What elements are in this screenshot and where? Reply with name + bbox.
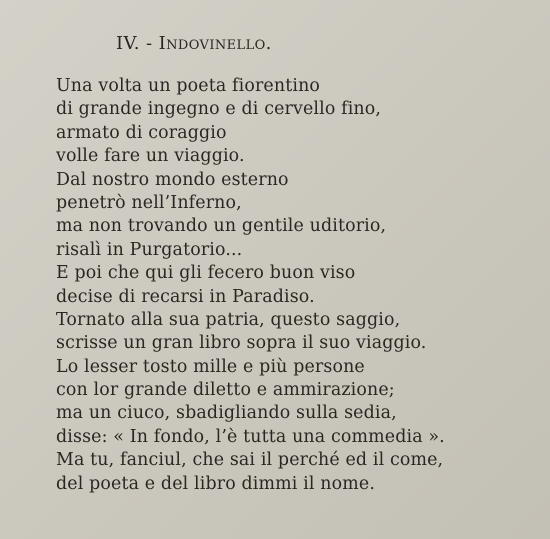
poem-line: ma non trovando un gentile uditorio, <box>56 216 387 237</box>
poem-line: risalì in Purgatorio... <box>56 239 243 260</box>
poem-line: con lor grande diletto e ammirazione; <box>56 380 395 401</box>
poem-line: volle fare un viaggio. <box>56 146 245 167</box>
poem-line: del poeta e del libro dimmi il nome. <box>56 473 375 494</box>
section-number: IV. - <box>116 33 153 54</box>
poem-line: Lo lesser tosto mille e più persone <box>56 356 365 377</box>
poem-text <box>56 75 445 496</box>
section-title <box>116 33 272 54</box>
section-title-text: Indovinello. <box>158 33 272 54</box>
poem-line: ma un ciuco, sbadigliando sulla sedia, <box>56 403 397 424</box>
poem-line: E poi che qui gli fecero buon viso <box>56 263 356 284</box>
poem-line: armato di coraggio <box>56 122 227 143</box>
poem-line: disse: « In fondo, l’è tutta una commedia ». <box>56 426 445 447</box>
poem-line: Dal nostro mondo esterno <box>56 169 289 190</box>
poem-line: penetrò nell’Inferno, <box>56 192 242 213</box>
poem-line: decise di recarsi in Paradiso. <box>56 286 315 307</box>
poem-line: Ma tu, fanciul, che sai il perché ed il come, <box>56 450 444 471</box>
poem-line: scrisse un gran libro sopra il suo viaggio. <box>56 333 427 354</box>
poem-line: Tornato alla sua patria, questo saggio, <box>56 309 401 330</box>
poem-line: di grande ingegno e di cervello fino, <box>56 99 382 120</box>
poem-line: Una volta un poeta fiorentino <box>56 76 321 96</box>
